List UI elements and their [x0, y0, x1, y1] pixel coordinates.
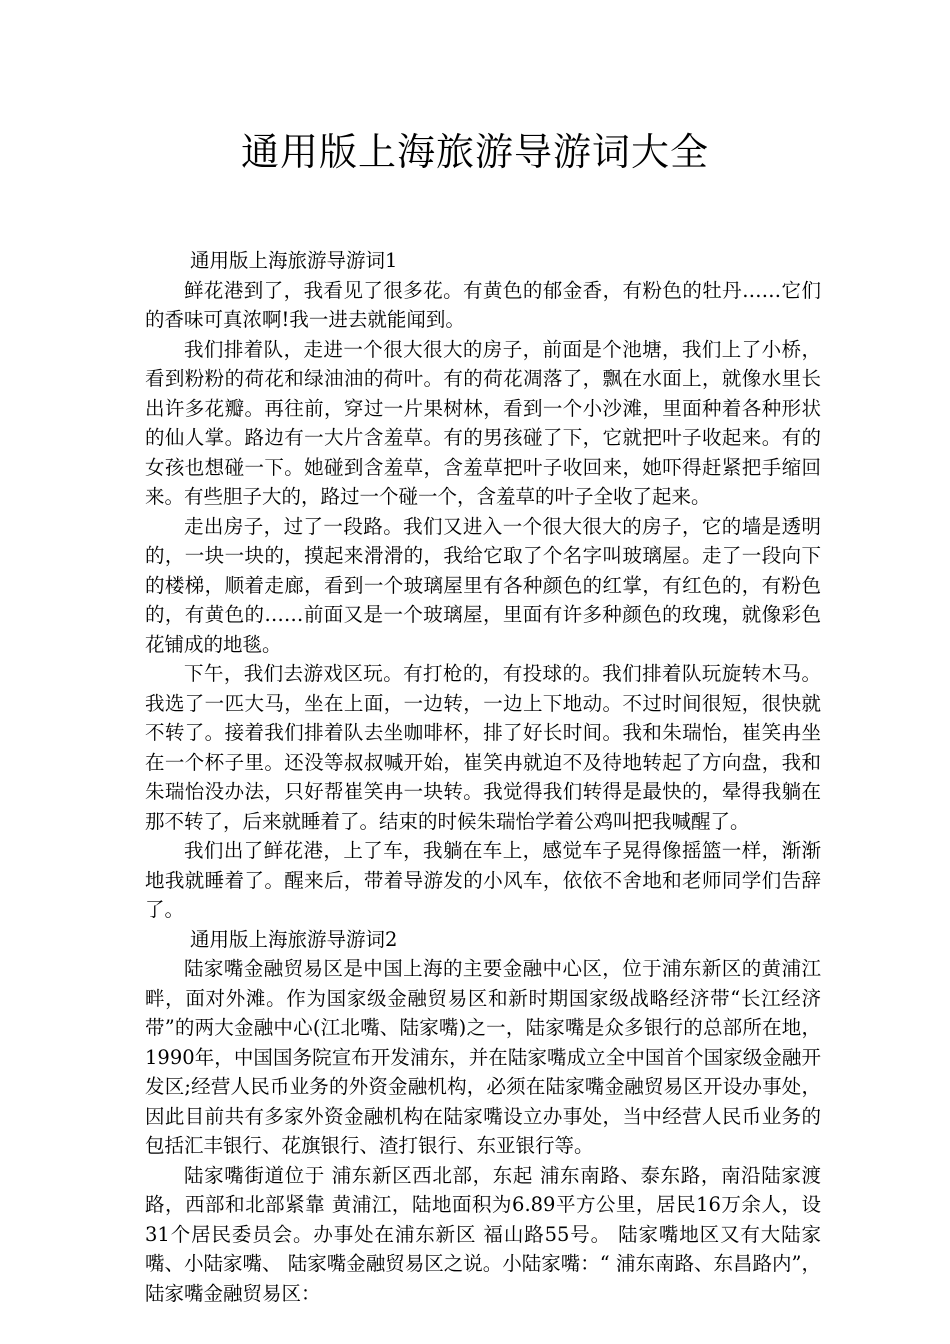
body-paragraph: 我们排着队，走进一个很大很大的房子，前面是个池塘，我们上了小桥，看到粉粉的荷花和绿油油的荷叶。有的荷花凋落了，飘在水面上，就像水里长出许多花瓣。再往前，穿过一片果树林，看到一个小沙滩，里面种着各种形状的仙人掌。路边有一大片含羞草。有的男孩碰了下，它就把叶子收起来。有的女孩也想碰一下。她碰到含羞草，含羞草把叶子收回来，她吓得赶紧把手缩回来。有些胆子大的，路过一个碰一个，含羞草的叶子全收了起来。 [145, 337, 821, 508]
body-paragraph: 走出房子，过了一段路。我们又进入一个很大很大的房子，它的墙是透明的，一块一块的，摸起来滑滑的，我给它取了个名字叫玻璃屋。走了一段向下的楼梯，顺着走廊，看到一个玻璃屋里有各种颜色的红掌，有红色的，有粉色的，有黄色的……前面又是一个玻璃屋，里面有许多种颜色的玫瑰，就像彩色花铺成的地毯。 [145, 514, 821, 656]
body-paragraph: 下午，我们去游戏区玩。有打枪的，有投球的。我们排着队玩旋转木马。我选了一匹大马，坐在上面，一边转，一边上下地动。不过时间很短，很快就不转了。接着我们排着队去坐咖啡杯，排了好长时间。我和朱瑞怡，崔笑冉坐在一个杯子里。还没等叔叔喊开始，崔笑冉就迫不及待地转起了方向盘，我和朱瑞怡没办法，只好帮崔笑冉一块转。我觉得我们转得是最快的，晕得我躺在那不转了，后来就睡着了。结束的时候朱瑞怡学着公鸡叫把我喊醒了。 [145, 662, 821, 833]
section-heading-1: 通用版上海旅游导游词1 [190, 249, 398, 272]
document-body [145, 246, 821, 1308]
body-paragraph: 陆家嘴金融贸易区是中国上海的主要金融中心区，位于浦东新区的黄浦江畔，面对外滩。作为国家级金融贸易区和新时期国家级战略经济带“长江经济带”的两大金融中心(江北嘴、陆家嘴)之一，陆家嘴是众多银行的总部所在地，1990年，中国国务院宣布开发浦东，并在陆家嘴成立全中国首个国家级金融开发区;经营人民币业务的外资金融机构，必须在陆家嘴金融贸易区开设办事处，因此目前共有多家外资金融机构在陆家嘴设立办事处，当中经营人民币业务的包括汇丰银行、花旗银行、渣打银行、东亚银行等。 [145, 957, 821, 1157]
section-heading-2: 通用版上海旅游导游词2 [190, 927, 398, 951]
body-paragraph: 我们出了鲜花港，上了车，我躺在车上，感觉车子晃得像摇篮一样，渐渐地我就睡着了。醒来后，带着导游发的小风车，依依不舍地和老师同学们告辞了。 [145, 839, 821, 921]
body-paragraph: 陆家嘴街道位于 浦东新区西北部，东起 浦东南路、泰东路，南沿陆家渡路，西部和北部紧靠 黄浦江，陆地面积为6.89平方公里，居民16万余人，设31个居民委员会。办事处在浦东新区 福山路55号。 陆家嘴地区又有大陆家嘴、小陆家嘴、 陆家嘴金融贸易区之说。小陆家嘴：“ 浦东南路、东昌路内”，陆家嘴金融贸易区： [145, 1163, 821, 1305]
body-paragraph: 鲜花港到了，我看见了很多花。有黄色的郁金香，有粉色的牡丹……它们的香味可真浓啊!我一进去就能闻到。 [145, 278, 821, 331]
document-title: 通用版上海旅游导游词大全 [240, 130, 709, 174]
